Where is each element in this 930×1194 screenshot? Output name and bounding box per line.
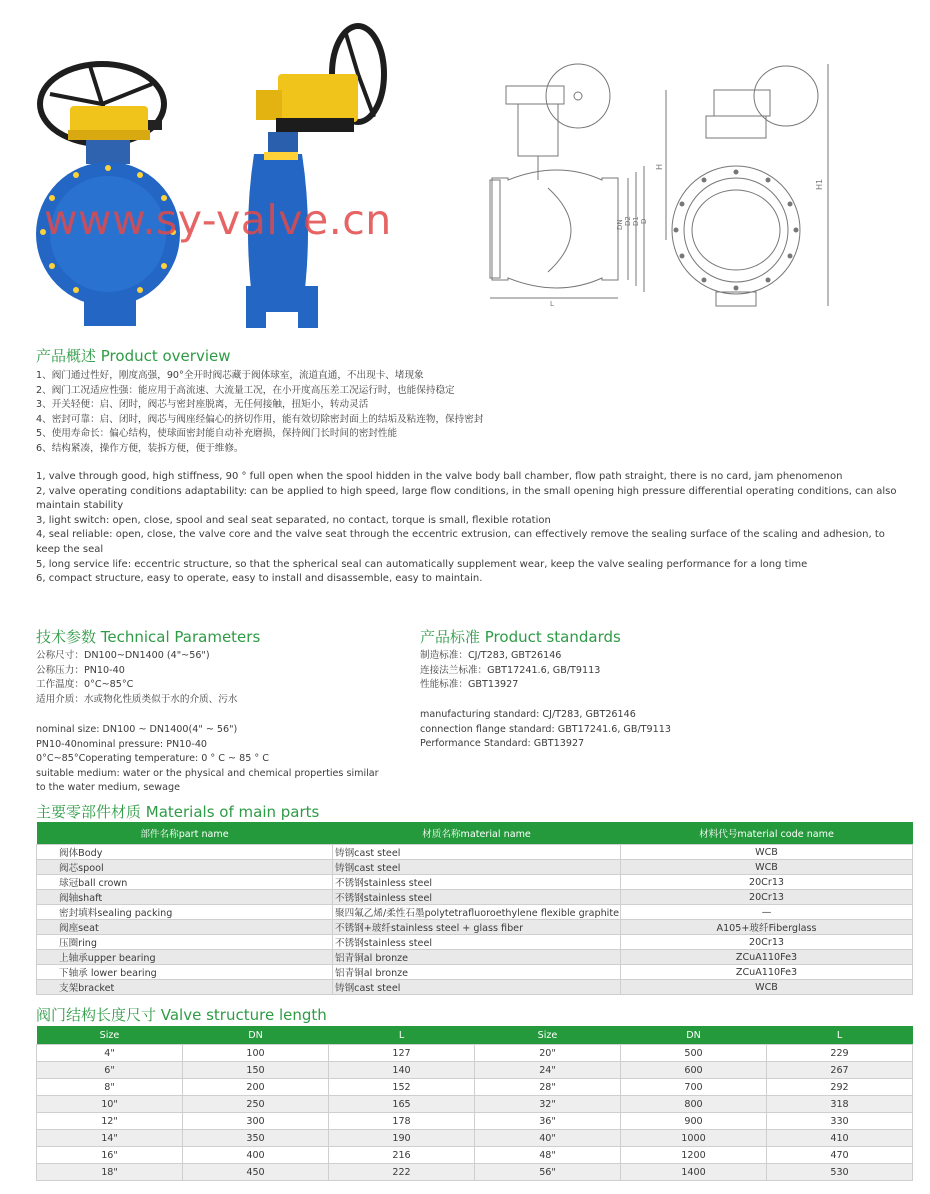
cell: 56" bbox=[475, 1164, 621, 1181]
cell: 20Cr13 bbox=[621, 890, 913, 905]
cell: 上轴承upper bearing bbox=[37, 950, 333, 965]
cell: 密封填料sealing packing bbox=[37, 905, 333, 920]
table-row bbox=[37, 965, 913, 980]
list-item: 3、开关轻便：启、闭时，阀芯与密封座脱离，无任何接触，扭矩小，转动灵活 bbox=[36, 399, 369, 411]
list-item: manufacturing standard: CJ/T283, GBT26146 bbox=[420, 709, 636, 720]
cell: — bbox=[621, 905, 913, 920]
table-row bbox=[37, 875, 913, 890]
table-row bbox=[37, 1113, 913, 1130]
column-header: Size bbox=[475, 1026, 621, 1045]
cell: 6" bbox=[37, 1062, 183, 1079]
cell: 450 bbox=[183, 1164, 329, 1181]
column-header: 材质名称material name bbox=[333, 822, 621, 845]
cell: 900 bbox=[621, 1113, 767, 1130]
cell: 1200 bbox=[621, 1147, 767, 1164]
table-row bbox=[37, 950, 913, 965]
cell: 530 bbox=[767, 1164, 913, 1181]
list-item: 适用介质：水或物化性质类似于水的介质、污水 bbox=[36, 693, 238, 705]
list-item: 5, long service life: eccentric structure, so that the spherical seal can automatically supplement wear, keep the valve sealing performance for a long time bbox=[36, 558, 808, 570]
cell: 不锈钢+玻纤stainless steel + glass fiber bbox=[333, 920, 621, 935]
list-item: nominal size: DN100 ~ DN1400(4" ~ 56") bbox=[36, 724, 238, 735]
list-item: 5、使用寿命长：偏心结构，使球面密封能自动补充磨损，保持阀门长时间的密封性能 bbox=[36, 428, 398, 440]
cell: WCB bbox=[621, 860, 913, 875]
cell: 12" bbox=[37, 1113, 183, 1130]
list-item: 公称尺寸：DN100~DN1400 (4"~56") bbox=[36, 650, 210, 661]
product-photo-side bbox=[236, 22, 396, 332]
cell: 36" bbox=[475, 1113, 621, 1130]
table-row bbox=[37, 1130, 913, 1147]
table-row bbox=[37, 920, 913, 935]
label-d2: D2 bbox=[624, 216, 632, 226]
watermark: www.sy-valve.cn bbox=[44, 196, 392, 244]
cell: 20" bbox=[475, 1045, 621, 1062]
table-row bbox=[37, 980, 913, 995]
cell: 阀体Body bbox=[37, 845, 333, 860]
cell: 24" bbox=[475, 1062, 621, 1079]
list-item: suitable medium: water or the physical and chemical properties similar bbox=[36, 767, 379, 779]
cell: 下轴承 lower bearing bbox=[37, 965, 333, 980]
technical-heading: 技术参数 Technical Parameters bbox=[36, 628, 261, 646]
cell: 1000 bbox=[621, 1130, 767, 1147]
list-item: 工作温度：0°C~85°C bbox=[36, 679, 134, 691]
column-header: 材料代号material code name bbox=[621, 822, 913, 845]
label-l: L bbox=[550, 300, 554, 308]
column-header: Size bbox=[37, 1026, 183, 1045]
cell: 165 bbox=[329, 1096, 475, 1113]
cell: 28" bbox=[475, 1079, 621, 1096]
cell: 不锈钢stainless steel bbox=[333, 890, 621, 905]
cell: 4" bbox=[37, 1045, 183, 1062]
cell: 318 bbox=[767, 1096, 913, 1113]
column-header: DN bbox=[621, 1026, 767, 1045]
list-item: Performance Standard: GBT13927 bbox=[420, 738, 585, 750]
cell: 阀轴shaft bbox=[37, 890, 333, 905]
gearbox-actuator bbox=[256, 74, 358, 132]
column-header: L bbox=[329, 1026, 475, 1045]
list-item: 制造标准：CJ/T283, GBT26146 bbox=[420, 650, 562, 661]
table-row bbox=[37, 1164, 913, 1181]
table-row bbox=[37, 1096, 913, 1113]
standards-en-list bbox=[420, 708, 671, 752]
list-item: connection flange standard: GBT17241.6, GB/T9113 bbox=[420, 723, 671, 735]
table-header-row bbox=[37, 1026, 913, 1045]
gearbox-actuator bbox=[68, 106, 162, 140]
list-item: 1、阀门通过性好，刚度高强，90°全开时阀芯藏于阀体球室，流道直通，不出现卡、堵现象 bbox=[36, 370, 424, 381]
cell: 40" bbox=[475, 1130, 621, 1147]
cell: ZCuA110Fe3 bbox=[621, 965, 913, 980]
cell: 铝青铜al bronze bbox=[333, 965, 621, 980]
cell: 140 bbox=[329, 1062, 475, 1079]
cell: 不锈钢stainless steel bbox=[333, 875, 621, 890]
label-d1: D1 bbox=[632, 216, 640, 226]
cell: 150 bbox=[183, 1062, 329, 1079]
cell: 18" bbox=[37, 1164, 183, 1181]
standards-heading: 产品标准 Product standards bbox=[420, 628, 621, 646]
list-item: 0°C~85°Coperating temperature: 0 ° C ~ 85 ° C bbox=[36, 753, 269, 765]
length-table bbox=[36, 1026, 913, 1181]
technical-cn-list bbox=[36, 649, 237, 707]
cell: A105+玻纤Fiberglass bbox=[621, 920, 913, 935]
cell: 14" bbox=[37, 1130, 183, 1147]
table-row bbox=[37, 1045, 913, 1062]
cell: 16" bbox=[37, 1147, 183, 1164]
materials-heading: 主要零部件材质 Materials of main parts bbox=[36, 803, 320, 821]
cell: 300 bbox=[183, 1113, 329, 1130]
list-item: 2, valve operating conditions adaptability: can be applied to high speed, large flow conditions, in the small opening high pressure differential operating conditions, can also maintain stability bbox=[36, 485, 897, 512]
list-item: 6, compact structure, easy to operate, easy to install and disassemble, easy to maintain. bbox=[36, 573, 483, 585]
length-heading: 阀门结构长度尺寸 Valve structure length bbox=[36, 1006, 327, 1024]
cell: 铝青铜al bronze bbox=[333, 950, 621, 965]
column-header: DN bbox=[183, 1026, 329, 1045]
cell: 216 bbox=[329, 1147, 475, 1164]
cell: 292 bbox=[767, 1079, 913, 1096]
table-row bbox=[37, 905, 913, 920]
cell: 球冠ball crown bbox=[37, 875, 333, 890]
list-item: 连接法兰标准：GBT17241.6, GB/T9113 bbox=[420, 664, 601, 676]
drawing-side-view bbox=[478, 60, 650, 310]
table-header-row bbox=[37, 822, 913, 845]
label-h: H bbox=[655, 163, 664, 170]
table-row bbox=[37, 935, 913, 950]
cell: 48" bbox=[475, 1147, 621, 1164]
cell: 200 bbox=[183, 1079, 329, 1096]
cell: 压圈ring bbox=[37, 935, 333, 950]
list-item: PN10-40nominal pressure: PN10-40 bbox=[36, 738, 208, 750]
column-header: 部件名称part name bbox=[37, 822, 333, 845]
materials-table bbox=[36, 822, 913, 995]
cell: 600 bbox=[621, 1062, 767, 1079]
cell: 800 bbox=[621, 1096, 767, 1113]
cell: WCB bbox=[621, 845, 913, 860]
overview-en-list bbox=[36, 470, 904, 587]
cell: 250 bbox=[183, 1096, 329, 1113]
cell: 10" bbox=[37, 1096, 183, 1113]
drawing-front-view bbox=[656, 60, 836, 312]
cell: 350 bbox=[183, 1130, 329, 1147]
list-item: 性能标准：GBT13927 bbox=[420, 679, 519, 691]
cell: 229 bbox=[767, 1045, 913, 1062]
cell: 阀座seat bbox=[37, 920, 333, 935]
cell: 铸钢cast steel bbox=[333, 980, 621, 995]
cell: 20Cr13 bbox=[621, 935, 913, 950]
product-photo-front bbox=[30, 22, 200, 332]
overview-heading: 产品概述 Product overview bbox=[36, 347, 231, 365]
label-d: D bbox=[640, 218, 648, 224]
technical-en-list bbox=[36, 723, 379, 796]
cell: 8" bbox=[37, 1079, 183, 1096]
cell: 铸钢cast steel bbox=[333, 845, 621, 860]
label-h1: H1 bbox=[815, 178, 824, 190]
list-item: 公称压力：PN10-40 bbox=[36, 664, 125, 676]
cell: 32" bbox=[475, 1096, 621, 1113]
table-row bbox=[37, 1147, 913, 1164]
cell: 222 bbox=[329, 1164, 475, 1181]
cell: 267 bbox=[767, 1062, 913, 1079]
cell: 190 bbox=[329, 1130, 475, 1147]
list-item: to the water medium, sewage bbox=[36, 782, 181, 794]
label-dn: DN bbox=[616, 219, 624, 230]
cell: 500 bbox=[621, 1045, 767, 1062]
cell: 铸钢cast steel bbox=[333, 860, 621, 875]
cell: 聚四氟乙烯/柔性石墨polytetrafluoroethylene flexible graphite bbox=[333, 905, 621, 920]
list-item: 1, valve through good, high stiffness, 90 ° full open when the spool hidden in the valve body ball chamber, flow path straight, there is no card, jam phenomenon bbox=[36, 471, 843, 482]
standards-cn-list bbox=[420, 649, 600, 693]
list-item: 6、结构紧凑，操作方便，装拆方便，便于维修。 bbox=[36, 442, 244, 454]
cell: 20Cr13 bbox=[621, 875, 913, 890]
cell: 100 bbox=[183, 1045, 329, 1062]
list-item: 2、阀门工况适应性强：能应用于高流速、大流量工况，在小开度高压差工况运行时，也能保持稳定 bbox=[36, 384, 455, 396]
cell: WCB bbox=[621, 980, 913, 995]
cell: 410 bbox=[767, 1130, 913, 1147]
cell: 400 bbox=[183, 1147, 329, 1164]
cell: 127 bbox=[329, 1045, 475, 1062]
cell: 178 bbox=[329, 1113, 475, 1130]
table-row bbox=[37, 860, 913, 875]
cell: 330 bbox=[767, 1113, 913, 1130]
cell: ZCuA110Fe3 bbox=[621, 950, 913, 965]
cell: 700 bbox=[621, 1079, 767, 1096]
table-row bbox=[37, 1079, 913, 1096]
cell: 不锈钢stainless steel bbox=[333, 935, 621, 950]
table-row bbox=[37, 890, 913, 905]
table-row bbox=[37, 845, 913, 860]
list-item: 4, seal reliable: open, close, the valve core and the valve seat through the eccentric extrusion, can effectively remove the sealing surface of the scaling and adhesion, to keep the seal bbox=[36, 529, 885, 555]
cell: 1400 bbox=[621, 1164, 767, 1181]
cell: 阀芯spool bbox=[37, 860, 333, 875]
column-header: L bbox=[767, 1026, 913, 1045]
table-row bbox=[37, 1062, 913, 1079]
list-item: 4、密封可靠：启、闭时，阀芯与阀座经偏心的挤切作用，能有效切除密封面上的结垢及粘连物，保持密封 bbox=[36, 413, 484, 425]
overview-cn-list bbox=[36, 369, 483, 457]
list-item: 3, light switch: open, close, spool and seal seat separated, no contact, torque is small, flexible rotation bbox=[36, 514, 551, 526]
cell: 470 bbox=[767, 1147, 913, 1164]
cell: 152 bbox=[329, 1079, 475, 1096]
cell: 支架bracket bbox=[37, 980, 333, 995]
